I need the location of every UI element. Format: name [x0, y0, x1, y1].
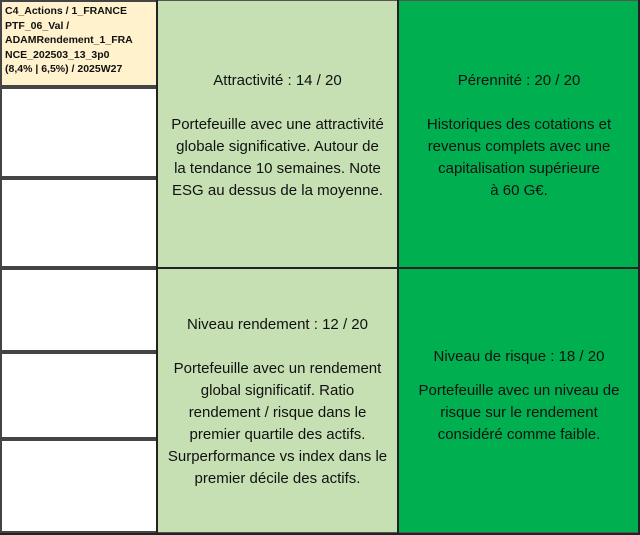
perennite-cell[interactable]: [398, 0, 640, 268]
rendement-text-line: Portefeuille avec un rendement: [173, 360, 382, 377]
attractivite-title: Attractivité : 14 / 20: [213, 72, 342, 89]
rendement-text-line: rendement / risque dans le: [188, 404, 367, 421]
risque-cell[interactable]: [398, 268, 640, 533]
perennite-title: Pérennité : 20 / 20: [457, 72, 581, 89]
attractivite-text-line: ESG au dessus de la moyenne.: [172, 182, 383, 199]
blank-cell-1[interactable]: [0, 87, 158, 178]
rendement-cell[interactable]: [157, 268, 398, 533]
blank-cell-3[interactable]: [0, 268, 158, 352]
attractivite-text-line: globale significative. Autour de: [176, 138, 379, 155]
rendement-title: Niveau rendement : 12 / 20: [187, 316, 368, 333]
portfolio-header-cell: [0, 0, 158, 87]
rendement-text-line: Surperformance vs index dans le: [167, 448, 388, 465]
header-line-5: (8,4% | 6,5%) / 2025W27: [5, 63, 123, 75]
perennite-text-line: capitalisation supérieure: [438, 160, 600, 177]
risque-text-line: risque sur le rendement: [440, 404, 598, 421]
perennite-text-line: revenus complets avec une: [427, 138, 611, 155]
perennite-text-line: Historiques des cotations et: [426, 116, 612, 133]
blank-cell-4[interactable]: [0, 352, 158, 439]
blank-cell-5[interactable]: [0, 439, 158, 533]
attractivite-text-line: Portefeuille avec une attractivité: [171, 116, 384, 133]
attractivite-text-line: la tendance 10 semaines. Note: [174, 160, 381, 177]
perennite-text-line: à 60 G€.: [490, 182, 548, 199]
risque-text-line: considéré comme faible.: [437, 426, 601, 443]
blank-cell-2[interactable]: [0, 178, 158, 268]
risque-title: Niveau de risque : 18 / 20: [433, 348, 605, 365]
rendement-text-line: global significatif. Ratio: [200, 382, 355, 399]
rendement-text-line: premier décile des actifs.: [194, 470, 361, 487]
header-line-1: C4_Actions / 1_FRANCE: [5, 5, 127, 17]
grid-divider-vertical: [397, 0, 399, 535]
rendement-text-line: premier quartile des actifs.: [189, 426, 366, 443]
header-line-4: NCE_202503_13_3p0: [5, 48, 110, 61]
header-line-2: PTF_06_Val /: [5, 19, 70, 32]
attractivite-cell[interactable]: [157, 0, 398, 268]
grid-divider-left: [156, 0, 158, 535]
risque-text-line: Portefeuille avec un niveau de: [418, 382, 620, 399]
header-line-3: ADAMRendement_1_FRA: [5, 34, 133, 46]
